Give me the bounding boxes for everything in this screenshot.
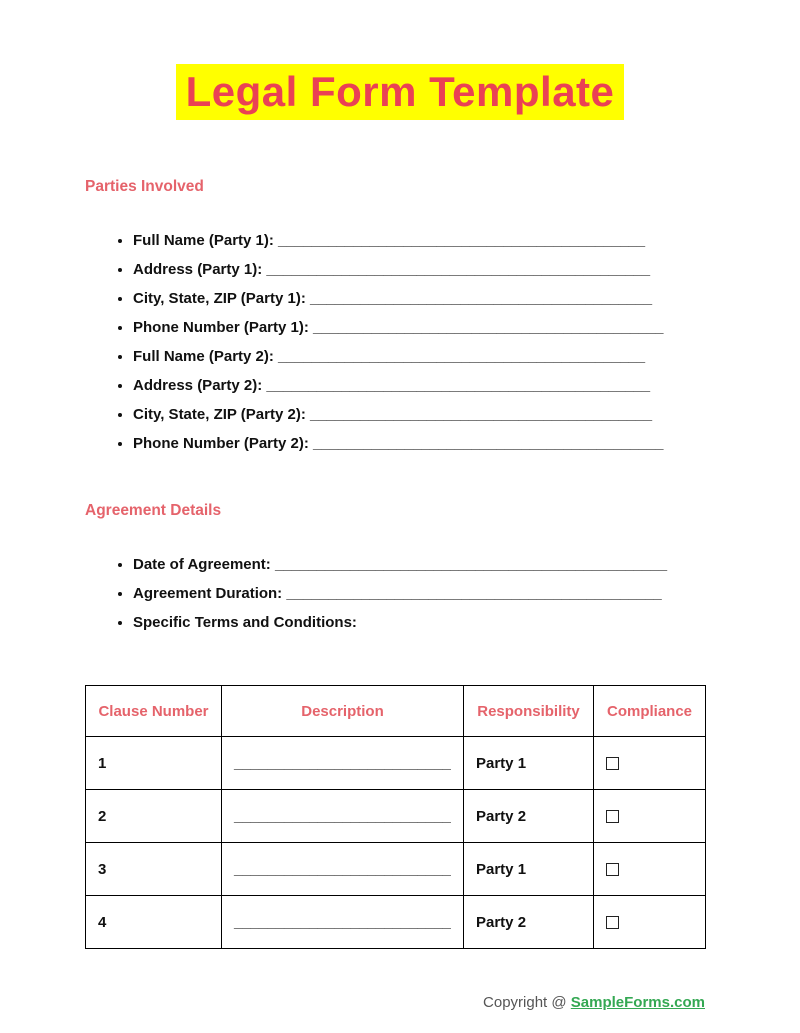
list-item — [133, 226, 705, 255]
agreement-details-list — [85, 550, 705, 637]
blank-line: ______________________________________________ — [266, 261, 651, 279]
clause-number-cell: 4 — [86, 896, 222, 949]
list-item — [133, 608, 705, 637]
blank-line: __________________________ — [234, 807, 451, 825]
list-item — [133, 255, 705, 284]
list-item — [133, 579, 705, 608]
compliance-cell — [594, 790, 706, 843]
table-row — [86, 896, 706, 949]
list-item — [133, 284, 705, 313]
checkbox-unchecked-icon[interactable] — [606, 916, 619, 929]
page-title: Legal Form Template — [176, 64, 625, 120]
blank-line: ____________________________________________ — [278, 232, 646, 250]
responsibility-cell: Party 1 — [464, 843, 594, 896]
col-header-compliance: Compliance — [594, 686, 706, 737]
blank-line: __________________________ — [234, 913, 451, 931]
field-label: Phone Number (Party 1): — [133, 319, 314, 337]
description-cell — [222, 843, 464, 896]
col-header-clause-number: Clause Number — [86, 686, 222, 737]
field-label: Full Name (Party 2): — [133, 348, 279, 366]
description-cell — [222, 737, 464, 790]
responsibility-cell: Party 2 — [464, 790, 594, 843]
description-cell — [222, 790, 464, 843]
blank-line: __________________________ — [234, 860, 451, 878]
list-item — [133, 400, 705, 429]
description-cell — [222, 896, 464, 949]
checkbox-unchecked-icon[interactable] — [606, 863, 619, 876]
field-label: City, State, ZIP (Party 2): — [133, 406, 310, 424]
field-label: City, State, ZIP (Party 1): — [133, 290, 310, 308]
col-header-responsibility: Responsibility — [464, 686, 594, 737]
col-header-description: Description — [222, 686, 464, 737]
blank-line: __________________________ — [234, 754, 451, 772]
blank-line: _______________________________________________ — [274, 556, 668, 574]
field-label: Date of Agreement: — [133, 556, 275, 574]
blank-line: ______________________________________________ — [266, 377, 651, 395]
field-label: Specific Terms and Conditions: — [133, 614, 357, 632]
clause-number-cell: 2 — [86, 790, 222, 843]
parties-involved-list — [85, 226, 705, 458]
checkbox-unchecked-icon[interactable] — [606, 757, 619, 770]
section-heading-parties-involved: Parties Involved — [85, 178, 204, 196]
sampleforms-link[interactable]: SampleForms.com — [570, 994, 705, 1011]
field-label: Full Name (Party 1): — [133, 232, 279, 250]
blank-line: ____________________________________________ — [278, 348, 646, 366]
blank-line: _________________________________________ — [310, 406, 653, 424]
blank-line: __________________________________________ — [313, 435, 664, 453]
compliance-cell — [594, 896, 706, 949]
responsibility-cell: Party 2 — [464, 896, 594, 949]
table-header-row — [86, 686, 706, 737]
field-label: Address (Party 1): — [133, 261, 267, 279]
checkbox-unchecked-icon[interactable] — [606, 810, 619, 823]
clauses-table — [85, 685, 706, 949]
responsibility-cell: Party 1 — [464, 737, 594, 790]
section-heading-agreement-details: Agreement Details — [85, 502, 222, 520]
list-item — [133, 429, 705, 458]
clause-number-cell: 1 — [86, 737, 222, 790]
list-item — [133, 371, 705, 400]
field-label: Address (Party 2): — [133, 377, 267, 395]
field-label: Agreement Duration: — [133, 585, 287, 603]
table-row — [86, 843, 706, 896]
blank-line: _________________________________________ — [310, 290, 653, 308]
list-item — [133, 313, 705, 342]
table-row — [86, 790, 706, 843]
document-content — [0, 178, 800, 949]
blank-line: _____________________________________________ — [286, 585, 662, 603]
footer — [483, 994, 705, 1011]
compliance-cell — [594, 843, 706, 896]
list-item — [133, 342, 705, 371]
compliance-cell — [594, 737, 706, 790]
field-label: Phone Number (Party 2): — [133, 435, 314, 453]
blank-line: __________________________________________ — [313, 319, 664, 337]
table-row — [86, 737, 706, 790]
copyright-text: Copyright @ — [483, 994, 571, 1011]
clause-number-cell: 3 — [86, 843, 222, 896]
title-wrap — [0, 0, 800, 120]
list-item — [133, 550, 705, 579]
